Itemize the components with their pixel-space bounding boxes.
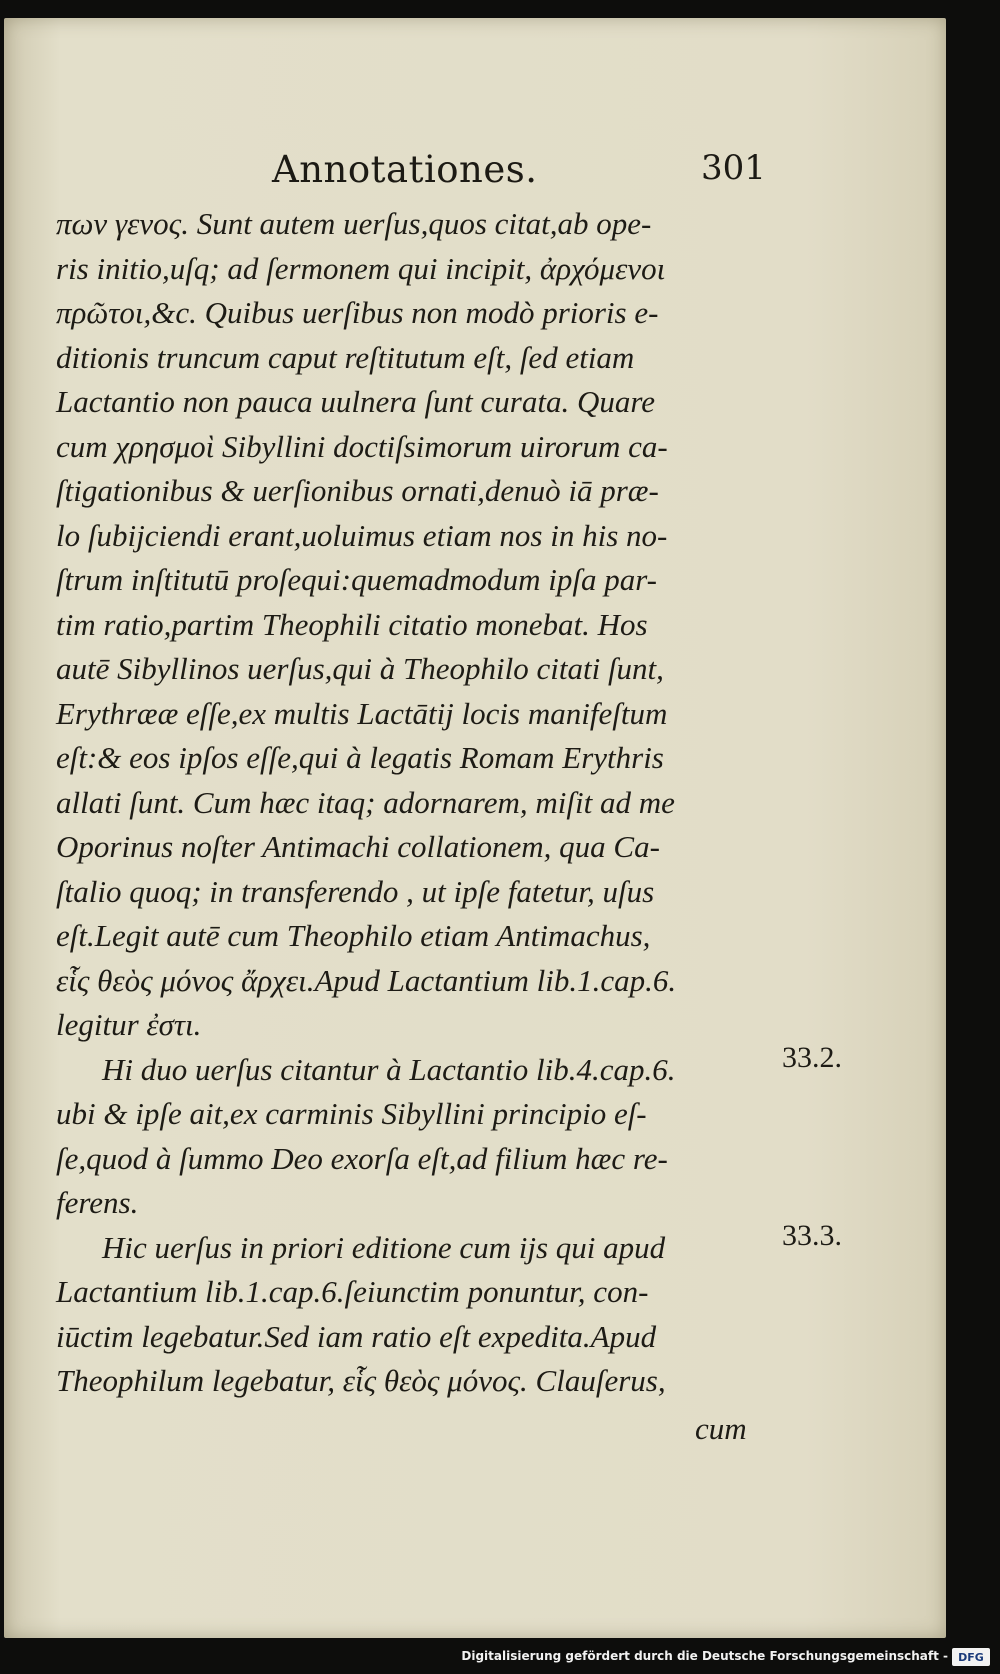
text-line: allati ſunt. Cum hæc itaq; adornarem, miſit ad me [56, 784, 675, 820]
text-line: ſtalio quoq; in transferendo , ut ipſe fatetur, uſus [56, 873, 655, 909]
text-line: cum χρησμοὶ Sibyllini doctiſsimorum uirorum ca- [56, 428, 668, 464]
catchword: cum [695, 1411, 747, 1446]
text-line: ſtrum inſtitutū proſequi:quemadmodum ipſa par- [56, 562, 657, 597]
text-line: autē Sibyllinos uerſus,qui à Theophilo citati ſunt, [56, 651, 664, 686]
digitization-footer [0, 1642, 1000, 1674]
text-line: ditionis truncum caput reſtitutum eſt, ſed etiam [56, 339, 635, 375]
text-line: Hic uerſus in priori editione cum ijs qui apud [102, 1229, 666, 1265]
text-line: ſtigationibus & uerſionibus ornati,denuò iā præ- [56, 473, 659, 508]
footer-credit: Digitalisierung gefördert durch die Deutsche Forschungsgemeinschaft - [461, 1649, 948, 1663]
running-head: Annotationes. [272, 148, 538, 191]
page-number: 301 [701, 148, 766, 188]
text-line: ris initio,uſq; ad ſermonem qui incipit, ἀρχόμενοι [56, 250, 666, 286]
text-line: lo ſubijciendi erant,uoluimus etiam nos in his no- [56, 517, 668, 553]
margin-note: 33.3. [782, 1219, 842, 1252]
text-line: εἷς θεὸς μόνος ἄρχει.Apud Lactantium lib.1.cap.6. [56, 962, 677, 998]
book-page [4, 18, 946, 1638]
text-line: ferens. [56, 1185, 139, 1220]
text-line: Lactantio non pauca uulnera ſunt curata. Quare [56, 384, 656, 419]
text-line: πων γενος. Sunt autem uerſus,quos citat,ab ope- [56, 206, 652, 241]
text-line: iūctim legebatur.Sed iam ratio eſt expedita.Apud [56, 1318, 657, 1354]
text-line: Lactantium lib.1.cap.6.ſeiunctim ponuntur, con- [56, 1274, 649, 1309]
margin-note: 33.2. [782, 1041, 842, 1074]
dfg-logo [952, 1648, 990, 1666]
text-line: ſe,quod à ſummo Deo exorſa eſt,ad filium hæc re- [56, 1140, 668, 1176]
text-line: Oporinus noſter Antimachi collationem, qua Ca- [56, 829, 660, 864]
text-line: Theophilum legebatur, εἷς θεὸς μόνος. Clauſerus, [56, 1363, 666, 1398]
dfg-logo-text: DFG [958, 1650, 984, 1664]
text-line: Hi duo uerſus citantur à Lactantio lib.4.cap.6. [102, 1051, 676, 1087]
text-line: tim ratio,partim Theophili citatio monebat. Hos [56, 606, 648, 642]
text-line: eſt.Legit autē cum Theophilo etiam Antimachus, [56, 918, 651, 953]
text-line: πρῶτοι,&c. Quibus uerſibus non modò prioris e- [56, 295, 659, 330]
text-line: eſt:& eos ipſos eſſe,qui à legatis Romam Erythris [56, 740, 664, 775]
text-line: ubi & ipſe ait,ex carminis Sibyllini principio eſ- [56, 1096, 647, 1131]
text-line: Erythrææ eſſe,ex multis Lactātij locis manifeſtum [56, 695, 668, 731]
text-line: legitur ἐστι. [56, 1007, 202, 1042]
margin-notes [4, 18, 946, 1638]
